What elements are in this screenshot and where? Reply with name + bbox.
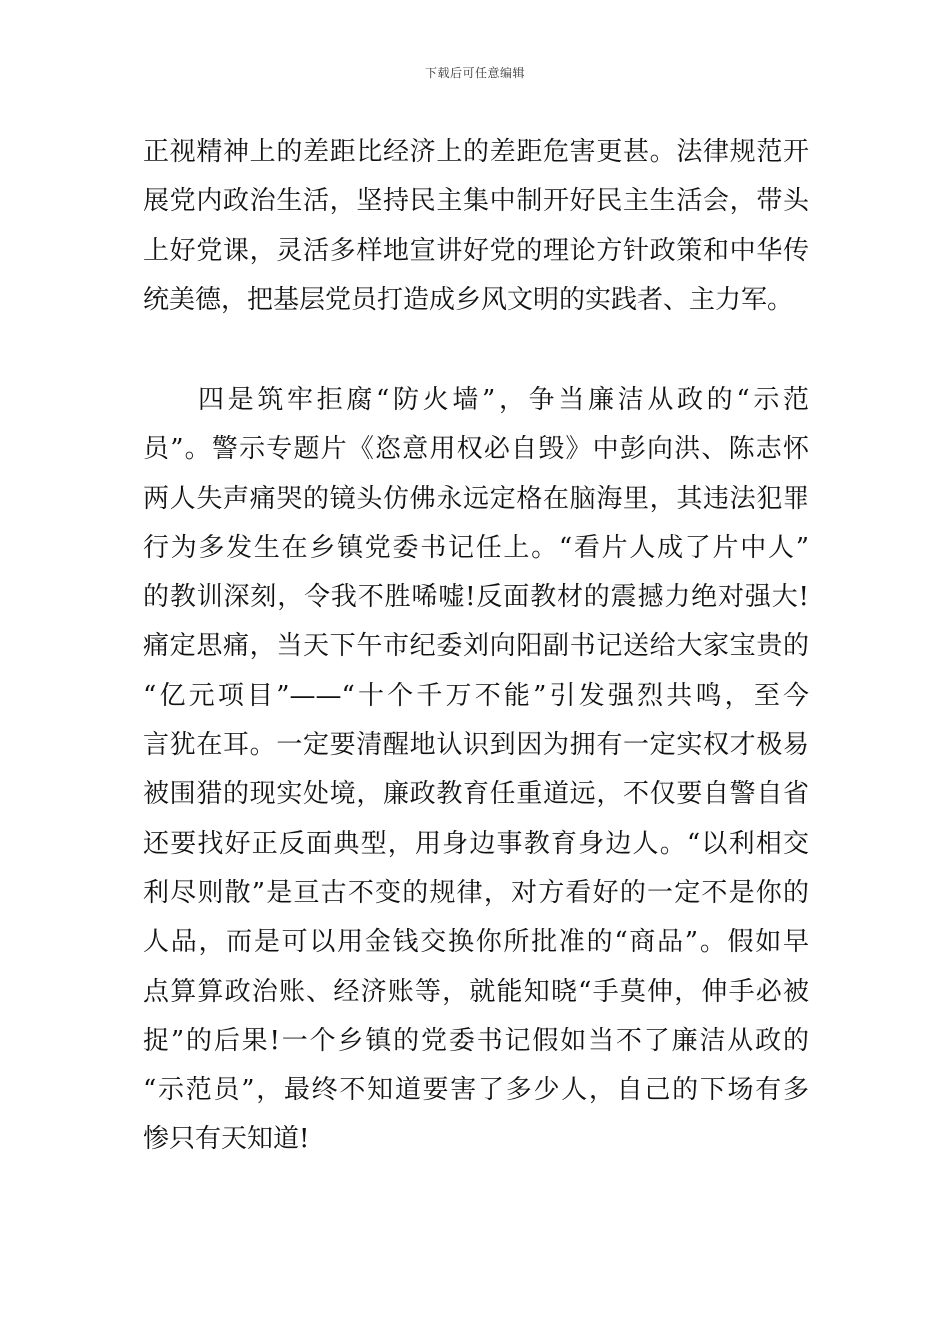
text-line: 正视精神上的差距比经济上的差距危害更甚。法律规范开 (143, 137, 809, 167)
text-line: 展党内政治生活，坚持民主集中制开好民主生活会，带头 (143, 186, 809, 217)
text-line: “示范员”，最终不知道要害了多少人，自己的下场有多 (143, 1075, 809, 1106)
text-line: 还要找好正反面典型，用身边事教育身边人。“以利相交 (143, 828, 809, 859)
text-line: 被围猎的现实处境，廉政教育任重道远，不仅要自警自省 (143, 779, 809, 810)
text-line: 点算算政治账、经济账等，就能知晓“手莫伸，伸手必被 (143, 976, 809, 1007)
text-line: 员”。警示专题片《恣意用权必自毁》中彭向洪、陈志怀 (143, 434, 809, 465)
text-line: 统美德，把基层党员打造成乡风文明的实践者、主力军。 (143, 284, 794, 315)
paragraph-1 (143, 128, 809, 325)
text-line: 上好党课，灵活多样地宣讲好党的理论方针政策和中华传 (143, 235, 809, 266)
text-line: 利尽则散”是亘古不变的规律，对方看好的一定不是你的 (143, 877, 809, 908)
text-line: “亿元项目”——“十个千万不能”引发强烈共鸣，至今 (143, 680, 809, 711)
text-line: 痛定思痛，当天下午市纪委刘向阳副书记送给大家宝贵的 (143, 631, 809, 662)
paragraph-2 (143, 376, 809, 1165)
text-line: 的教训深刻，令我不胜唏嘘!反面教材的震撼力绝对强大! (143, 582, 809, 613)
page-header: 下载后可任意编辑 (424, 66, 525, 80)
text-line: 惨只有天知道! (143, 1124, 310, 1155)
text-line: 言犹在耳。一定要清醒地认识到因为拥有一定实权才极易 (143, 730, 809, 761)
text-line: 行为多发生在乡镇党委书记任上。“看片人成了片中人” (143, 532, 809, 563)
text-line: 人品，而是可以用金钱交换你所批准的“商品”。假如早 (143, 927, 809, 958)
text-line: 两人失声痛哭的镜头仿佛永远定格在脑海里，其违法犯罪 (143, 483, 809, 514)
text-line: 四是筑牢拒腐“防火墙”，争当廉洁从政的“示范 (198, 385, 809, 415)
text-line: 捉”的后果!一个乡镇的党委书记假如当不了廉洁从政的 (143, 1025, 809, 1056)
